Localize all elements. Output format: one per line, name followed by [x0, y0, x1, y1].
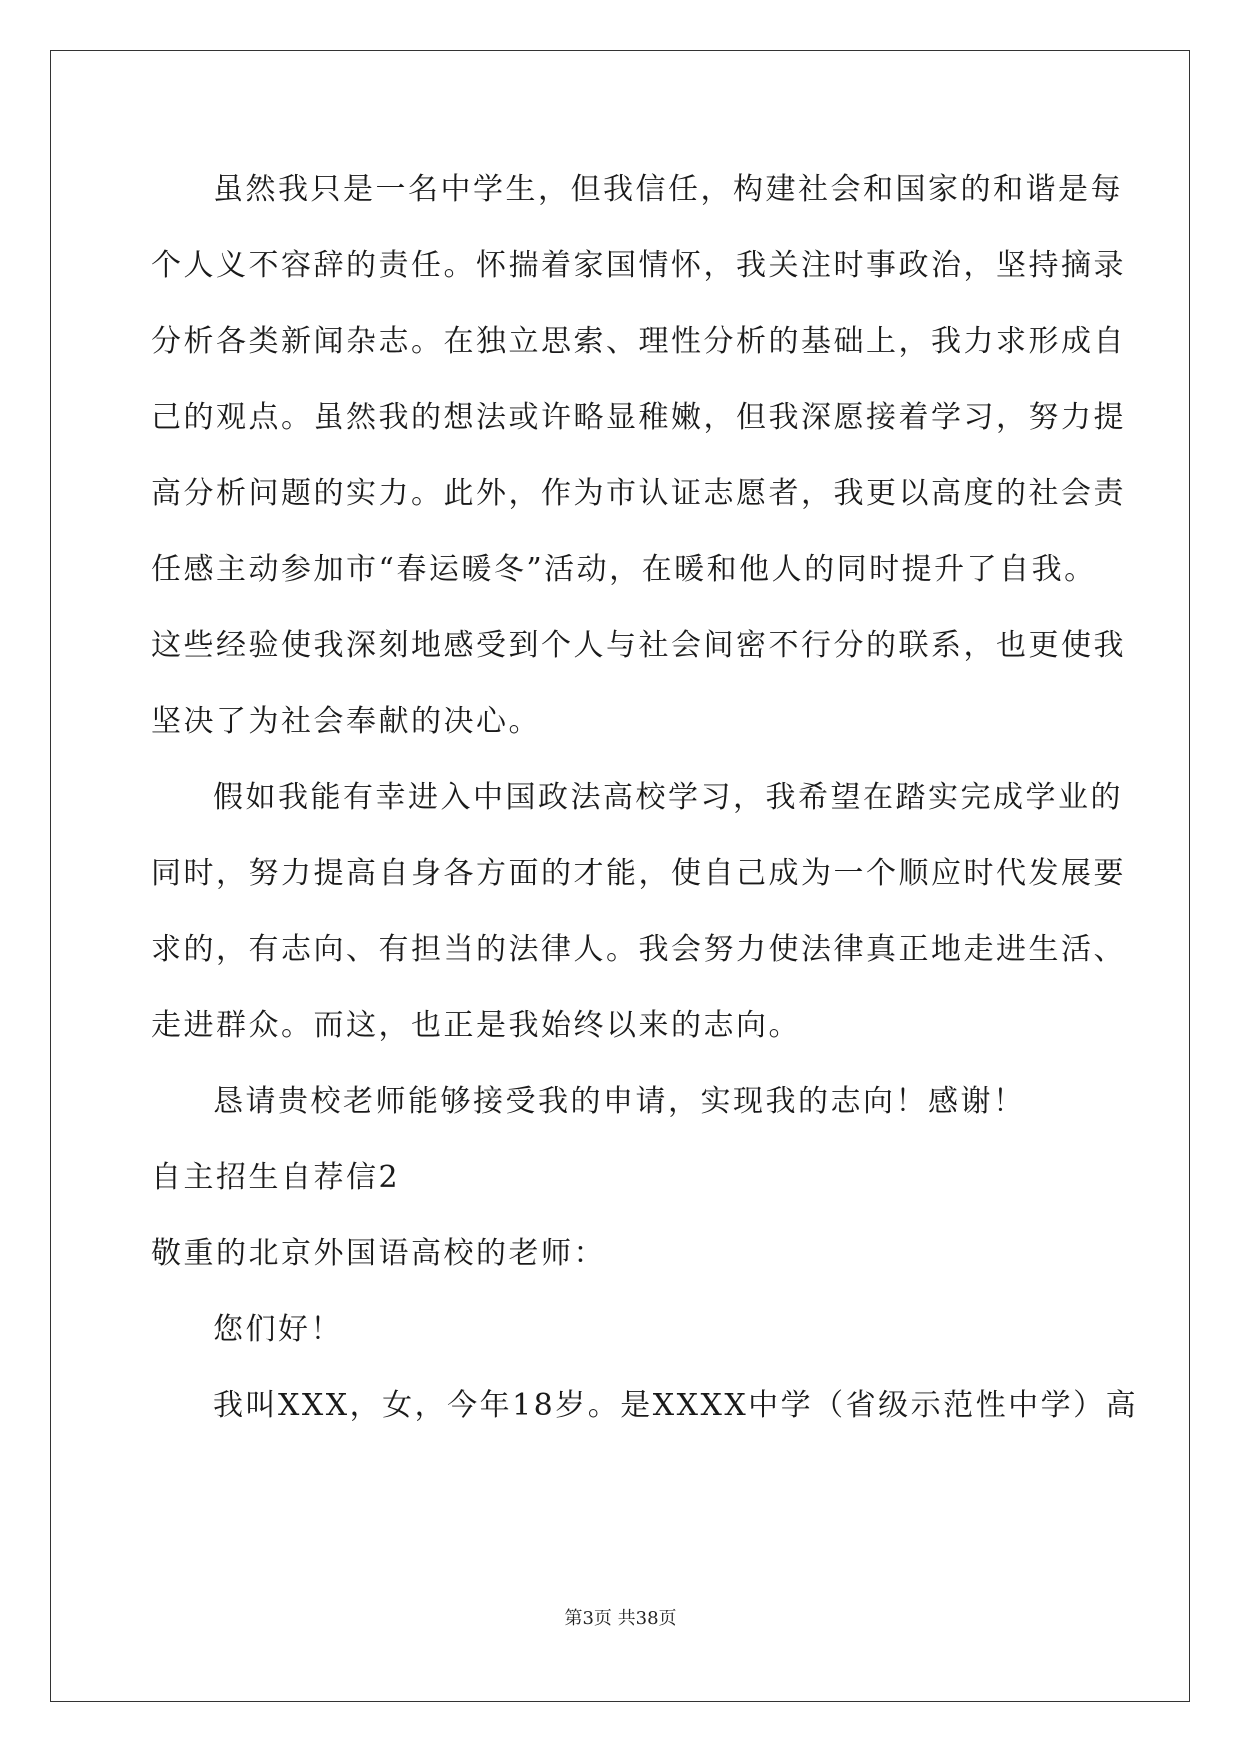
paragraph-line: 求的，有志向、有担当的法律人。我会努力使法律真正地走进生活、 — [151, 932, 1126, 967]
paragraph-line: 恳请贵校老师能够接受我的申请，实现我的志向！感谢！ — [213, 1084, 1026, 1119]
paragraph-line: 假如我能有幸进入中国政法高校学习，我希望在踏实完成学业的 — [213, 780, 1123, 815]
paragraph-line: 我叫XXX，女，今年18岁。是XXXX中学（省级示范性中学）高 — [213, 1388, 1139, 1423]
paragraph-line: 分析各类新闻杂志。在独立思索、理性分析的基础上，我力求形成自 — [151, 324, 1126, 359]
paragraph-line: 个人义不容辞的责任。怀揣着家国情怀，我关注时事政治，坚持摘录 — [151, 248, 1126, 283]
section-heading: 自主招生自荐信2 — [151, 1160, 401, 1195]
paragraph-line: 同时，努力提高自身各方面的才能，使自己成为一个顺应时代发展要 — [151, 856, 1126, 891]
salutation-line: 敬重的北京外国语高校的老师： — [151, 1236, 606, 1271]
paragraph-line: 走进群众。而这，也正是我始终以来的志向。 — [151, 1008, 801, 1043]
paragraph-line: 任感主动参加市“春运暖冬”活动，在暖和他人的同时提升了自我。 — [151, 552, 1097, 587]
page-footer: 第3页 共38页 — [564, 1608, 677, 1629]
paragraph-line: 高分析问题的实力。此外，作为市认证志愿者，我更以高度的社会责 — [151, 476, 1126, 511]
document-body — [151, 160, 1139, 1452]
paragraph-line: 坚决了为社会奉献的决心。 — [151, 704, 541, 739]
paragraph-line: 虽然我只是一名中学生，但我信任，构建社会和国家的和谐是每 — [213, 172, 1123, 207]
paragraph-line: 您们好！ — [213, 1312, 343, 1347]
paragraph-line: 这些经验使我深刻地感受到个人与社会间密不行分的联系，也更使我 — [151, 628, 1126, 663]
paragraph-line: 己的观点。虽然我的想法或许略显稚嫩，但我深愿接着学习，努力提 — [151, 400, 1126, 435]
